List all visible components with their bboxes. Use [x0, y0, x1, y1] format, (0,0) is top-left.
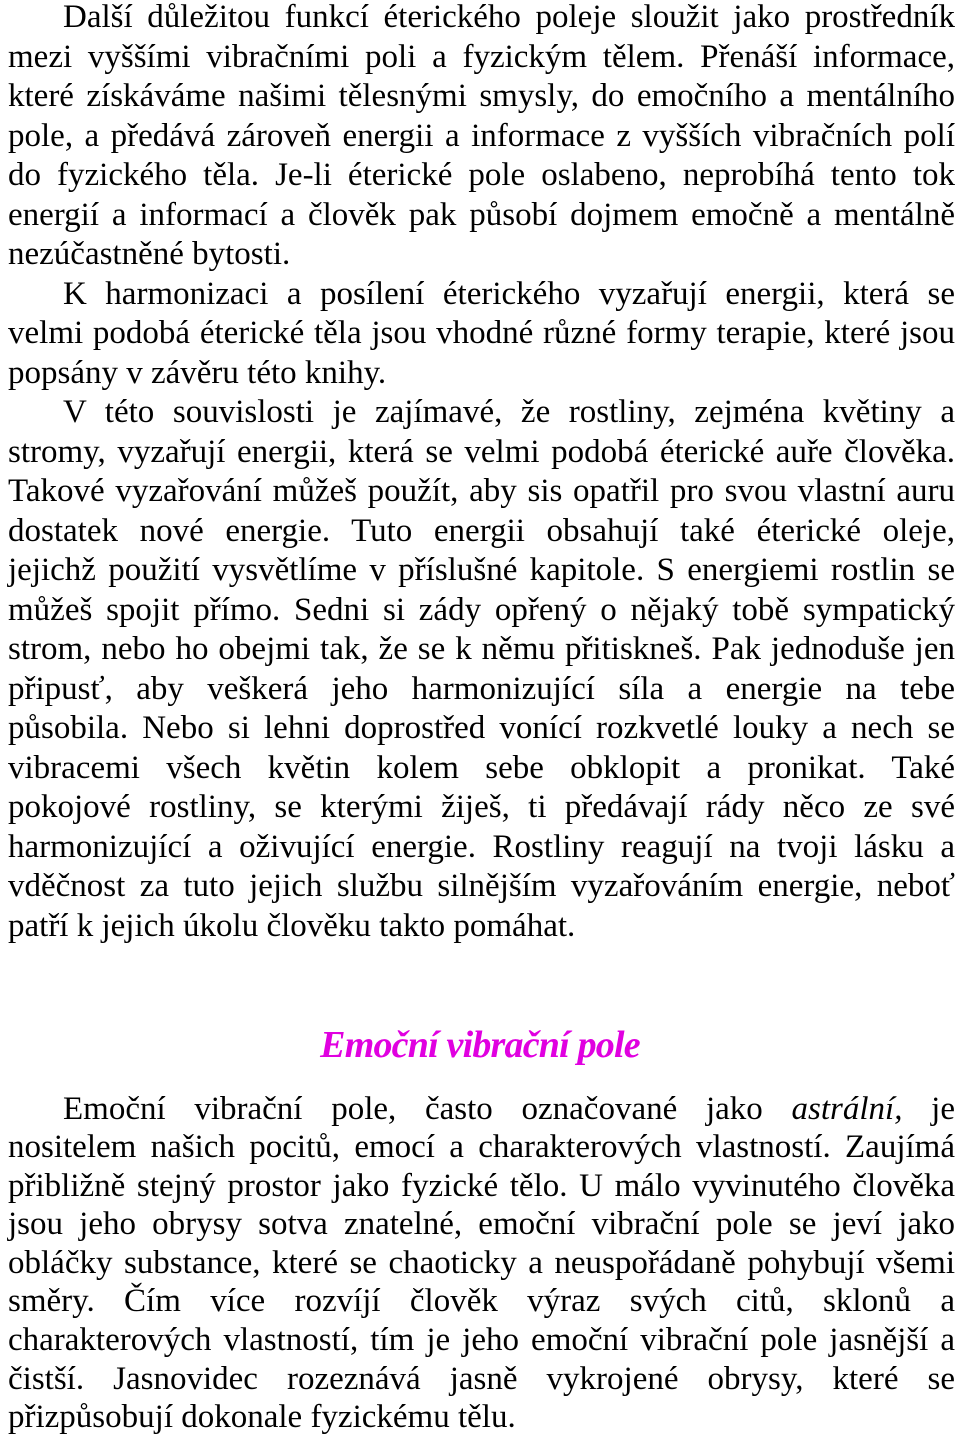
text-line: velmi podobá éterické těla jsou vhodné různé formy terapie, které jsou [8, 315, 955, 351]
text-line: které získáváme našimi tělesnými smysly, do emočního a mentálního [8, 78, 955, 114]
paragraph [8, 275, 955, 394]
text-line: do fyzického těla. Je-li éterické pole oslabeno, neprobíhá tento tok [8, 157, 955, 193]
section-body-text [8, 1090, 955, 1437]
text-run: Emoční vibrační pole, často označované jako [63, 1090, 792, 1127]
text-line: stromy, vyzařují energii, která se velmi podobá éterické auře člověka. [8, 433, 955, 470]
text-line: přibližně stejný prostor jako fyzické tělo. U málo vyvinutého člověka [8, 1167, 955, 1204]
text-line: nositelem našich pocitů, emocí a charakterových vlastností. Zaujímá [8, 1129, 955, 1166]
body-text [8, 0, 955, 946]
text-line: jsou jeho obrysy sotva znatelné, emoční vibrační pole se jeví jako [8, 1206, 955, 1243]
text-line: strom, nebo ho obejmi tak, že se k němu přitiskneš. Pak jednoduše jen [8, 631, 955, 667]
text-line: V této souvislosti je zajímavé, že rostliny, zejména květiny a [63, 394, 955, 430]
text-line: přizpůsobují dokonale fyzickému tělu. [8, 1399, 516, 1436]
text-line: energií a informací a člověk pak působí dojmem emočně a mentálně [8, 196, 955, 233]
text-line: K harmonizaci a posílení éterického vyzařují energii, která se [63, 275, 955, 312]
text-line: mezi vyššími vibračními poli a fyzickým tělem. Přenáší informace, [8, 38, 955, 75]
paragraph [8, 393, 955, 946]
text-line: popsány v závěru této knihy. [8, 354, 387, 391]
text-line: Takové vyzařování můžeš použít, aby sis opatřil pro svou vlastní auru [8, 473, 955, 509]
text-line: můžeš spojit přímo. Sedni si zády opřený o nějaký tobě sympatický [8, 591, 955, 628]
text-line: působila. Nebo si lehni doprostřed vonící rozkvetlé louky a nech se [8, 710, 955, 746]
paragraph [8, 1090, 955, 1437]
section-heading: Emoční vibrační pole [320, 1024, 640, 1066]
text-line: připusť, aby veškerá jeho harmonizující síla a energie na tebe [8, 670, 955, 707]
text-line: vděčnost za tuto jejich službu silnějším vyzařováním energie, neboť [8, 868, 955, 904]
text-line: vibracemi všech květin kolem sebe obklopit a pronikat. Také [8, 749, 955, 786]
text-line: patří k jejich úkolu člověku takto pomáhat. [8, 907, 576, 944]
text-line: dostatek nové energie. Tuto energii obsahují také éterické oleje, [8, 512, 955, 549]
text-line: nezúčastněné bytosti. [8, 236, 291, 272]
italic-term: astrální, [791, 1090, 903, 1127]
text-line: pole, a předává zároveň energii a informace z vyšších vibračních polí [8, 117, 955, 154]
text-line: harmonizující a oživující energie. Rostliny reagují na tvoji lásku a [8, 828, 955, 865]
text-line: Další důležitou funkcí éterického poleje sloužit jako prostředník [63, 0, 955, 35]
paragraph [8, 0, 955, 275]
text-line: čistší. Jasnovidec rozeznává jasně vykrojené obrysy, které se [8, 1360, 955, 1397]
text-line: charakterových vlastností, tím je jeho emoční vibrační pole jasnější a [8, 1322, 955, 1359]
text-run: je [902, 1090, 955, 1127]
text-line [8, 1090, 955, 1129]
text-line: pokojové rostliny, se kterými žiješ, ti předávají rády něco ze své [8, 789, 955, 825]
text-line: směry. Čím více rozvíjí člověk výraz svých citů, sklonů a [8, 1283, 955, 1320]
text-line: obláčky substance, které se chaoticky a neuspořádaně pohybují všemi [8, 1244, 955, 1281]
text-line: jejichž použití vysvětlíme v příslušné kapitole. S energiemi rostlin se [8, 552, 955, 588]
